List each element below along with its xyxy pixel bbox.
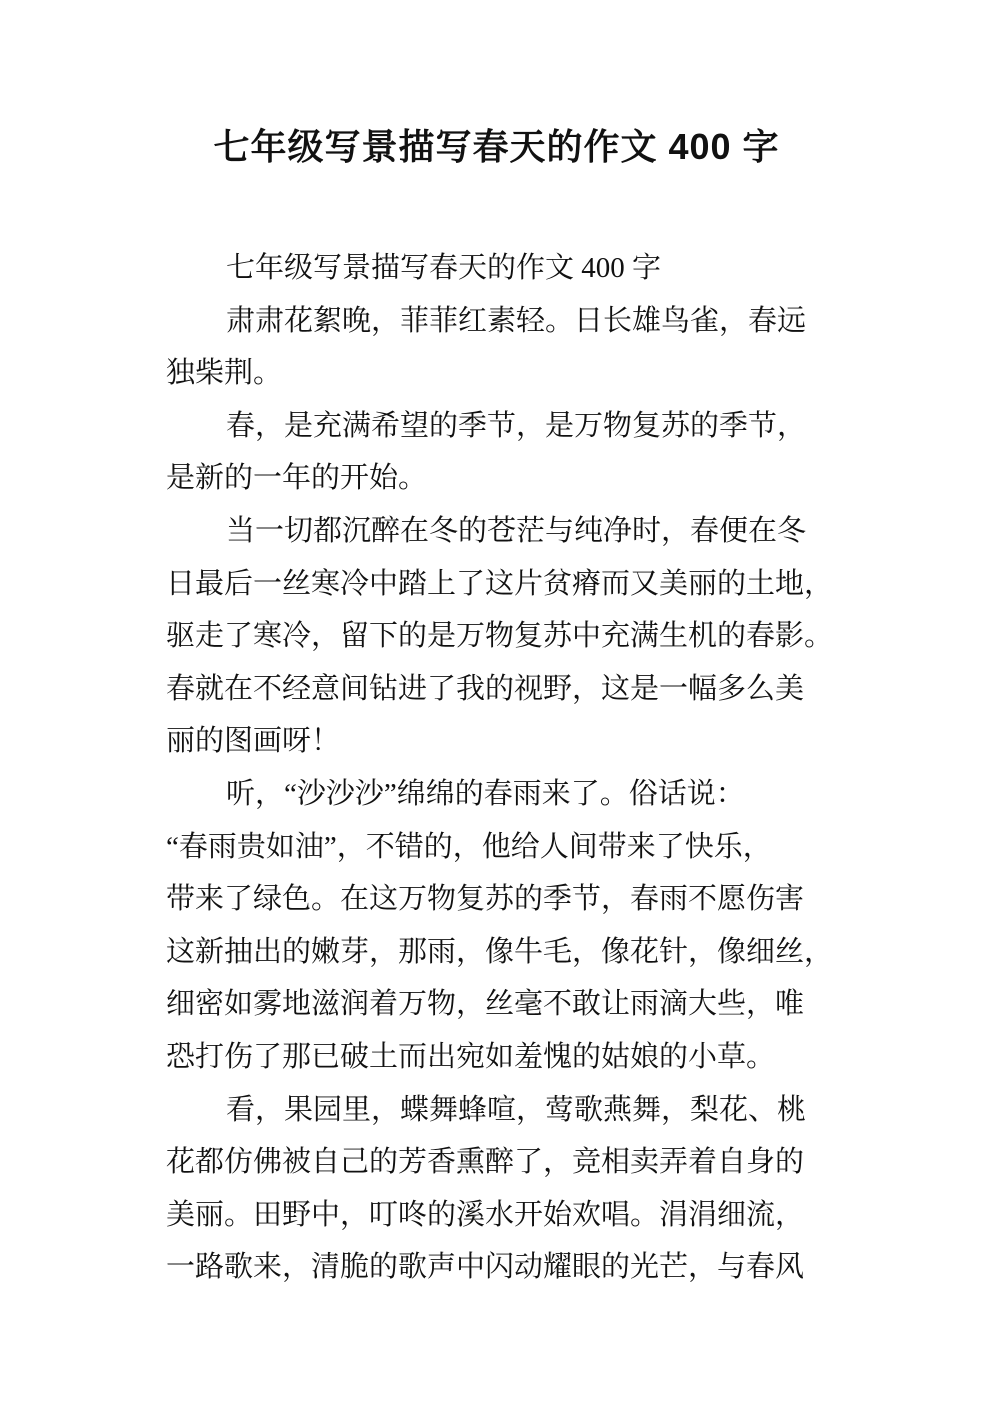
text-line: 七年级写景描写春天的作文 400 字 [226, 252, 662, 284]
text-line: 带来了绿色。在这万物复苏的季节，春雨不愿伤害 [166, 883, 805, 916]
paragraph [166, 505, 846, 768]
text-line: 春就在不经意间钻进了我的视野，这是一幅多么美 [166, 672, 805, 705]
text-line: 独柴荆。 [166, 357, 283, 390]
text-line: 恐打伤了那已破土而出宛如羞愧的姑娘的小草。 [166, 1040, 776, 1073]
paragraph [166, 1084, 846, 1294]
text-line: 这新抽出的嫩芽，那雨，像牛毛，像花针，像细丝， [166, 935, 834, 968]
paragraph [166, 242, 846, 295]
text-line: 美丽。田野中，叮咚的溪水开始欢唱。涓涓细流， [166, 1198, 805, 1231]
text-line: 看，果园里，蝶舞蜂喧，莺歌燕舞，梨花、桃 [226, 1093, 807, 1126]
text-line: 细密如雾地滋润着万物，丝毫不敢让雨滴大些，唯 [166, 988, 805, 1021]
text-line: 春，是充满希望的季节，是万物复苏的季节， [226, 409, 807, 442]
paragraph [166, 295, 846, 400]
document-body [166, 242, 846, 1294]
text-line: 花都仿佛被自己的芳香熏醉了，竞相卖弄着自身的 [166, 1146, 805, 1179]
text-line: 日最后一丝寒冷中踏上了这片贫瘠而又美丽的土地， [166, 567, 834, 600]
text-line: 是新的一年的开始。 [166, 462, 428, 495]
text-line: 肃肃花絮晚，菲菲红素轻。日长雄鸟雀，春远 [226, 304, 807, 337]
document-title: 七年级写景描写春天的作文 400 字 [213, 126, 780, 167]
text-line: 一路歌来，清脆的歌声中闪动耀眼的光芒，与春风 [166, 1251, 805, 1284]
paragraph [166, 768, 846, 1084]
text-line: 听，“沙沙沙”绵绵的春雨来了。俗话说： [226, 777, 745, 810]
text-line: 丽的图画呀！ [166, 725, 341, 758]
paragraph [166, 400, 846, 505]
text-line: 当一切都沉醉在冬的苍茫与纯净时，春便在冬 [226, 514, 807, 547]
text-line: 驱走了寒冷，留下的是万物复苏中充满生机的春影。 [166, 620, 834, 653]
text-line: “春雨贵如油”，不错的，他给人间带来了快乐， [166, 830, 772, 863]
